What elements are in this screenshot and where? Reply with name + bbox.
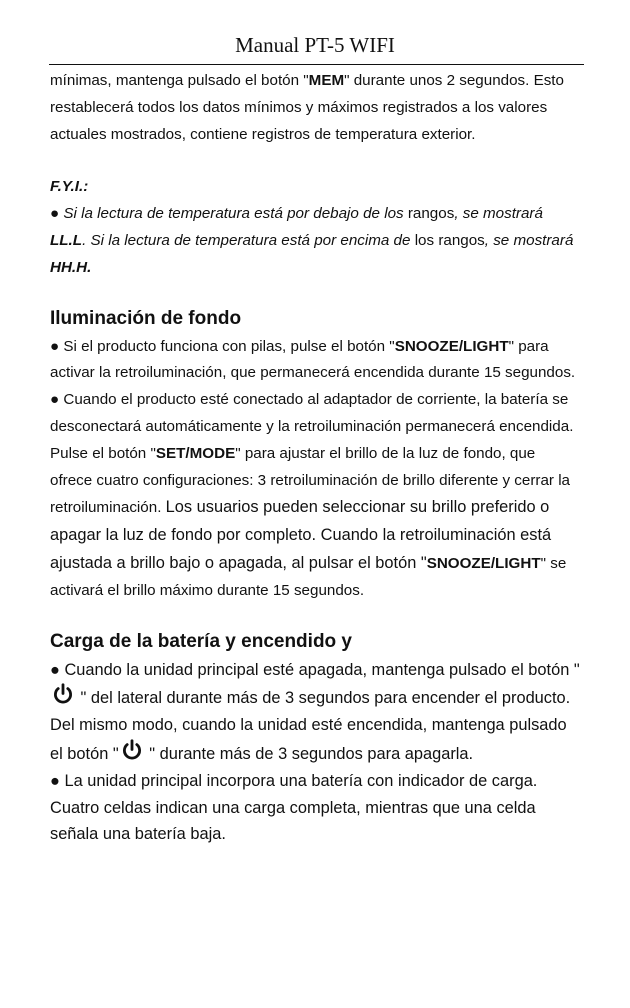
document-body bbox=[50, 68, 580, 848]
intro-paragraph: mínimas, mantenga pulsado el botón "MEM" durante unos 2 segundos. Esto restablecerá todos los datos mínimos y máximos registrados a los valores actuales mostrados, contiene registros de temperatura exterior. bbox=[50, 72, 564, 143]
backlight-heading: Iluminación de fondo bbox=[50, 307, 242, 329]
backlight-paragraph-2: ● Cuando el producto esté conectado al adaptador de corriente, la batería se desconectará automáticamente y la retroiluminación permanecerá encendida. Pulse el botón "SET/MODE" para ajustar el brillo de la luz de fondo, que ofrece cuatro configuraciones: 3 retroiluminación de brillo diferente y cerrar la retroiluminación. Los usuarios pueden seleccionar su brillo preferido o apagar la luz de fondo por completo. Cuando la retroiluminación está ajustada a brillo bajo o apagada, al pulsar el botón "SNOOZE/LIGHT" se activará el brillo máximo durante 15 segundos. bbox=[50, 391, 574, 599]
charge-heading: Carga de la batería y encendido y bbox=[50, 630, 352, 652]
power-icon bbox=[121, 739, 143, 761]
charge-paragraph-2: ● La unidad principal incorpora una batería con indicador de carga. Cuatro celdas indican una carga completa, mientras que una celda señala una batería baja. bbox=[50, 771, 538, 844]
fyi-label: F.Y.I.: bbox=[50, 178, 89, 196]
header-divider bbox=[49, 64, 584, 65]
backlight-paragraph-1: ● Si el producto funciona con pilas, pulse el botón "SNOOZE/LIGHT" para activar la retroiluminación, que permanecerá encendida durante 15 segundos. bbox=[50, 337, 576, 382]
power-icon bbox=[52, 683, 74, 705]
page-header-title: Manual PT-5 WIFI bbox=[235, 33, 395, 57]
mem-button-ref: MEM bbox=[308, 72, 345, 89]
charge-paragraph-1: ● Cuando la unidad principal esté apagada, mantenga pulsado el botón " " del lateral durante más de 3 segundos para encender el producto. Del mismo modo, cuando la unidad esté encendida, mantenga pulsado el botón " " durante más de 3 segundos para apagarla. bbox=[50, 660, 580, 763]
fyi-paragraph: ● Si la lectura de temperatura está por debajo de los rangos, se mostrará LL.L. Si la lectura de temperatura está por encima de los rangos, se mostrará HH.H. bbox=[50, 205, 574, 276]
